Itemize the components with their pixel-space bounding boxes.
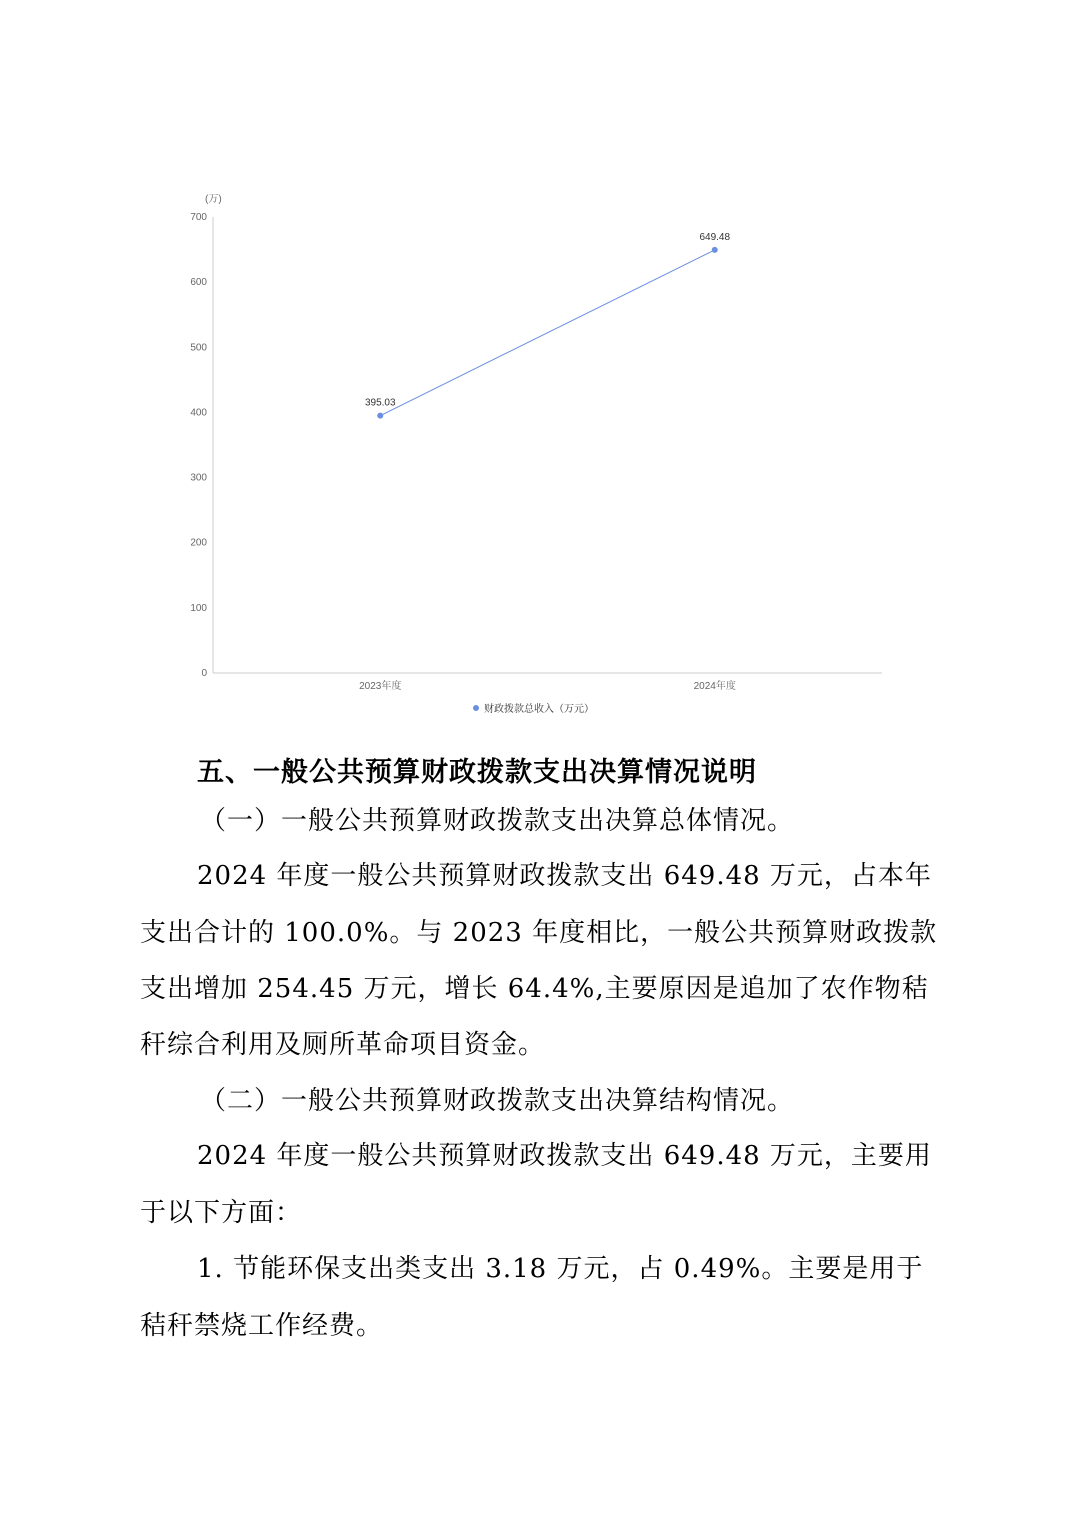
- paragraph-1-line-4: 秆综合利用及厕所革命项目资金。: [140, 1030, 546, 1060]
- y-tick-label: 100: [190, 602, 207, 614]
- subsection-title-1: （一）一般公共预算财政拨款支出决算总体情况。: [200, 806, 795, 836]
- paragraph-3-line-1: 1. 节能环保支出类支出 3.18 万元，占 0.49%。主要是用于: [197, 1254, 924, 1284]
- x-tick-label: 2023年度: [359, 681, 402, 692]
- y-tick-label: 300: [190, 472, 207, 484]
- data-point: [712, 247, 718, 253]
- legend-label: 财政拨款总收入（万元）: [484, 704, 594, 715]
- x-tick-label: 2024年度: [693, 681, 736, 692]
- legend-marker: [473, 705, 479, 711]
- paragraph-2-line-1: 2024 年度一般公共预算财政拨款支出 649.48 万元，主要用: [197, 1141, 932, 1171]
- paragraph-1-line-3: 支出增加 254.45 万元，增长 64.4%,主要原因是追加了农作物秸: [140, 974, 929, 1004]
- series-line: [380, 250, 715, 416]
- data-point: [377, 413, 383, 419]
- paragraph-1-line-2: 支出合计的 100.0%。与 2023 年度相比，一般公共预算财政拨款: [140, 918, 938, 948]
- series-group: [365, 232, 731, 419]
- chart-svg: [170, 180, 900, 725]
- paragraph-1-line-1: 2024 年度一般公共预算财政拨款支出 649.48 万元，占本年: [197, 861, 932, 891]
- paragraph-3-line-2: 秸秆禁烧工作经费。: [140, 1311, 384, 1341]
- y-unit-label: (万): [205, 194, 222, 205]
- y-ticks: [190, 212, 207, 679]
- x-ticks: [359, 679, 736, 692]
- y-tick-label: 600: [190, 277, 207, 289]
- section-heading: 五、一般公共预算财政拨款支出决算情况说明: [197, 757, 757, 788]
- y-tick-label: 500: [190, 342, 207, 354]
- y-tick-label: 700: [190, 212, 207, 223]
- line-chart: [170, 180, 900, 725]
- data-label: 649.48: [699, 231, 731, 243]
- y-tick-label: 400: [190, 407, 207, 419]
- data-label: 395.03: [364, 397, 396, 409]
- y-tick-label: 0: [201, 668, 207, 679]
- legend: [473, 702, 594, 715]
- subsection-title-2: （二）一般公共预算财政拨款支出决算结构情况。: [200, 1086, 795, 1116]
- y-tick-label: 200: [190, 537, 207, 549]
- paragraph-2-line-2: 于以下方面：: [140, 1198, 303, 1228]
